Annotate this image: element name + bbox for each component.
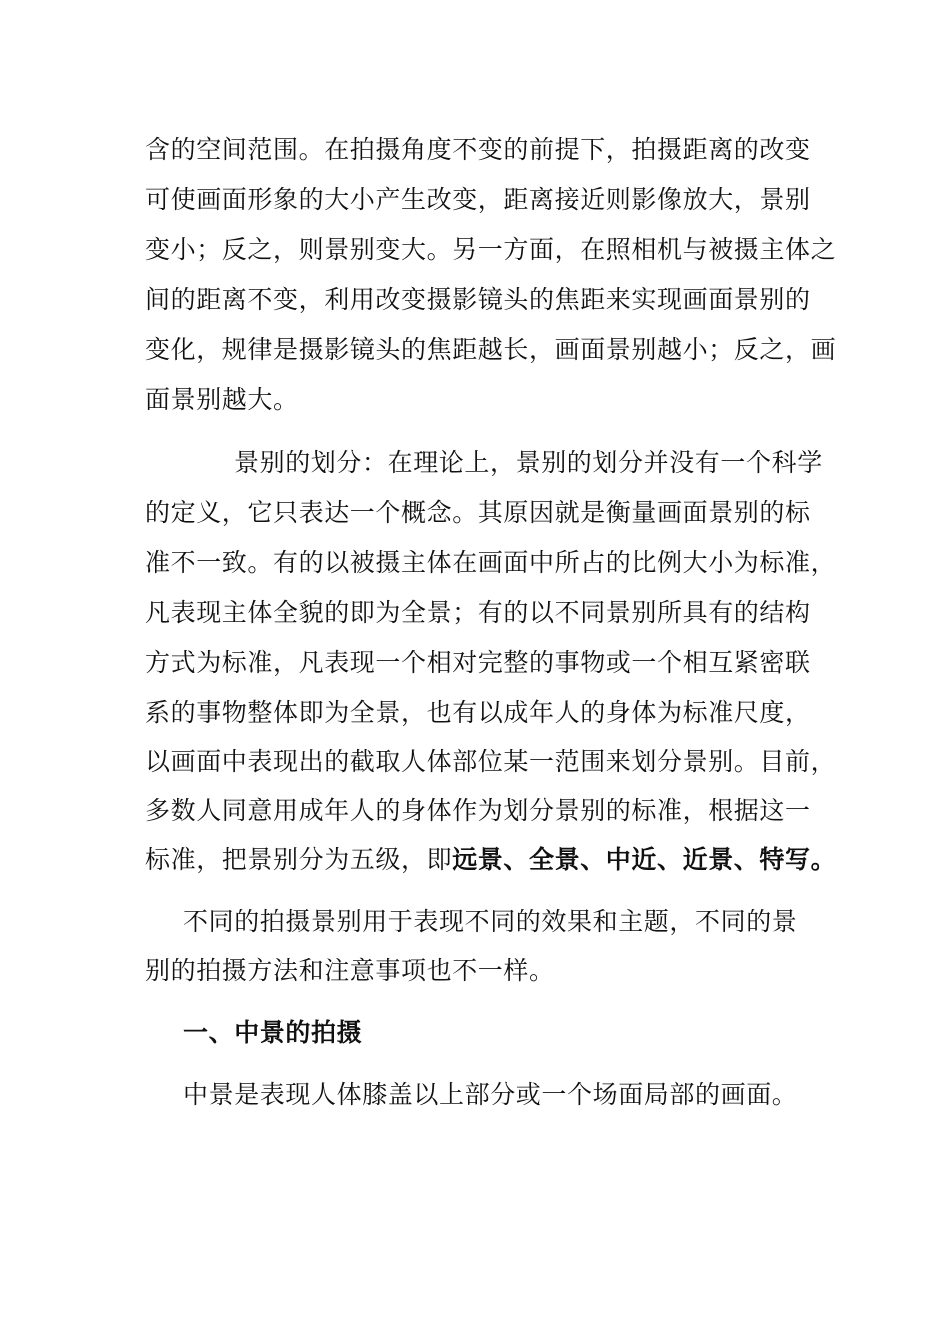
paragraph-2-line-3: 准不一致。有的以被摄主体在画面中所占的比例大小为标准， <box>145 548 837 577</box>
section-heading: 一、中景的拍摄 <box>183 1018 363 1047</box>
paragraph-2-line-7: 以画面中表现出的截取人体部位某一范围来划分景别。目前， <box>145 747 837 776</box>
paragraph-2-line-5: 方式为标准，凡表现一个相对完整的事物或一个相互紧密联 <box>145 648 811 677</box>
paragraph-1-line-5: 变化，规律是摄影镜头的焦距越长，画面景别越小；反之，画 <box>145 335 837 364</box>
paragraph-1-line-1: 含的空间范围。在拍摄角度不变的前提下，拍摄距离的改变 <box>145 135 811 164</box>
paragraph-3-line-1: 不同的拍摄景别用于表现不同的效果和主题，不同的景 <box>183 907 798 936</box>
shot-types-emphasis: 远景、全景、中近、近景、特写。 <box>452 845 837 874</box>
paragraph-1-line-6: 面景别越大。 <box>145 385 299 414</box>
paragraph-2-last-prefix: 标准，把景别分为五级，即 <box>145 845 453 874</box>
paragraph-1-line-4: 间的距离不变，利用改变摄影镜头的焦距来实现画面景别的 <box>145 285 811 314</box>
paragraph-4: 中景是表现人体膝盖以上部分或一个场面局部的画面。 <box>183 1080 798 1109</box>
paragraph-1-line-3: 变小；反之，则景别变大。另一方面，在照相机与被摄主体之 <box>145 235 837 264</box>
paragraph-2-line-9 <box>145 843 836 877</box>
paragraph-2-line-1: 景别的划分：在理论上，景别的划分并没有一个科学 <box>234 448 823 477</box>
paragraph-2-line-4: 凡表现主体全貌的即为全景；有的以不同景别所具有的结构 <box>145 598 811 627</box>
paragraph-1-line-2: 可使画面形象的大小产生改变，距离接近则影像放大，景别 <box>145 185 811 214</box>
paragraph-3-line-2: 别的拍摄方法和注意事项也不一样。 <box>145 956 555 985</box>
paragraph-2-line-6: 系的事物整体即为全景，也有以成年人的身体为标准尺度， <box>145 698 811 727</box>
paragraph-2-line-8: 多数人同意用成年人的身体作为划分景别的标准，根据这一 <box>145 796 811 825</box>
paragraph-2-line-2: 的定义，它只表达一个概念。其原因就是衡量画面景别的标 <box>145 498 811 527</box>
